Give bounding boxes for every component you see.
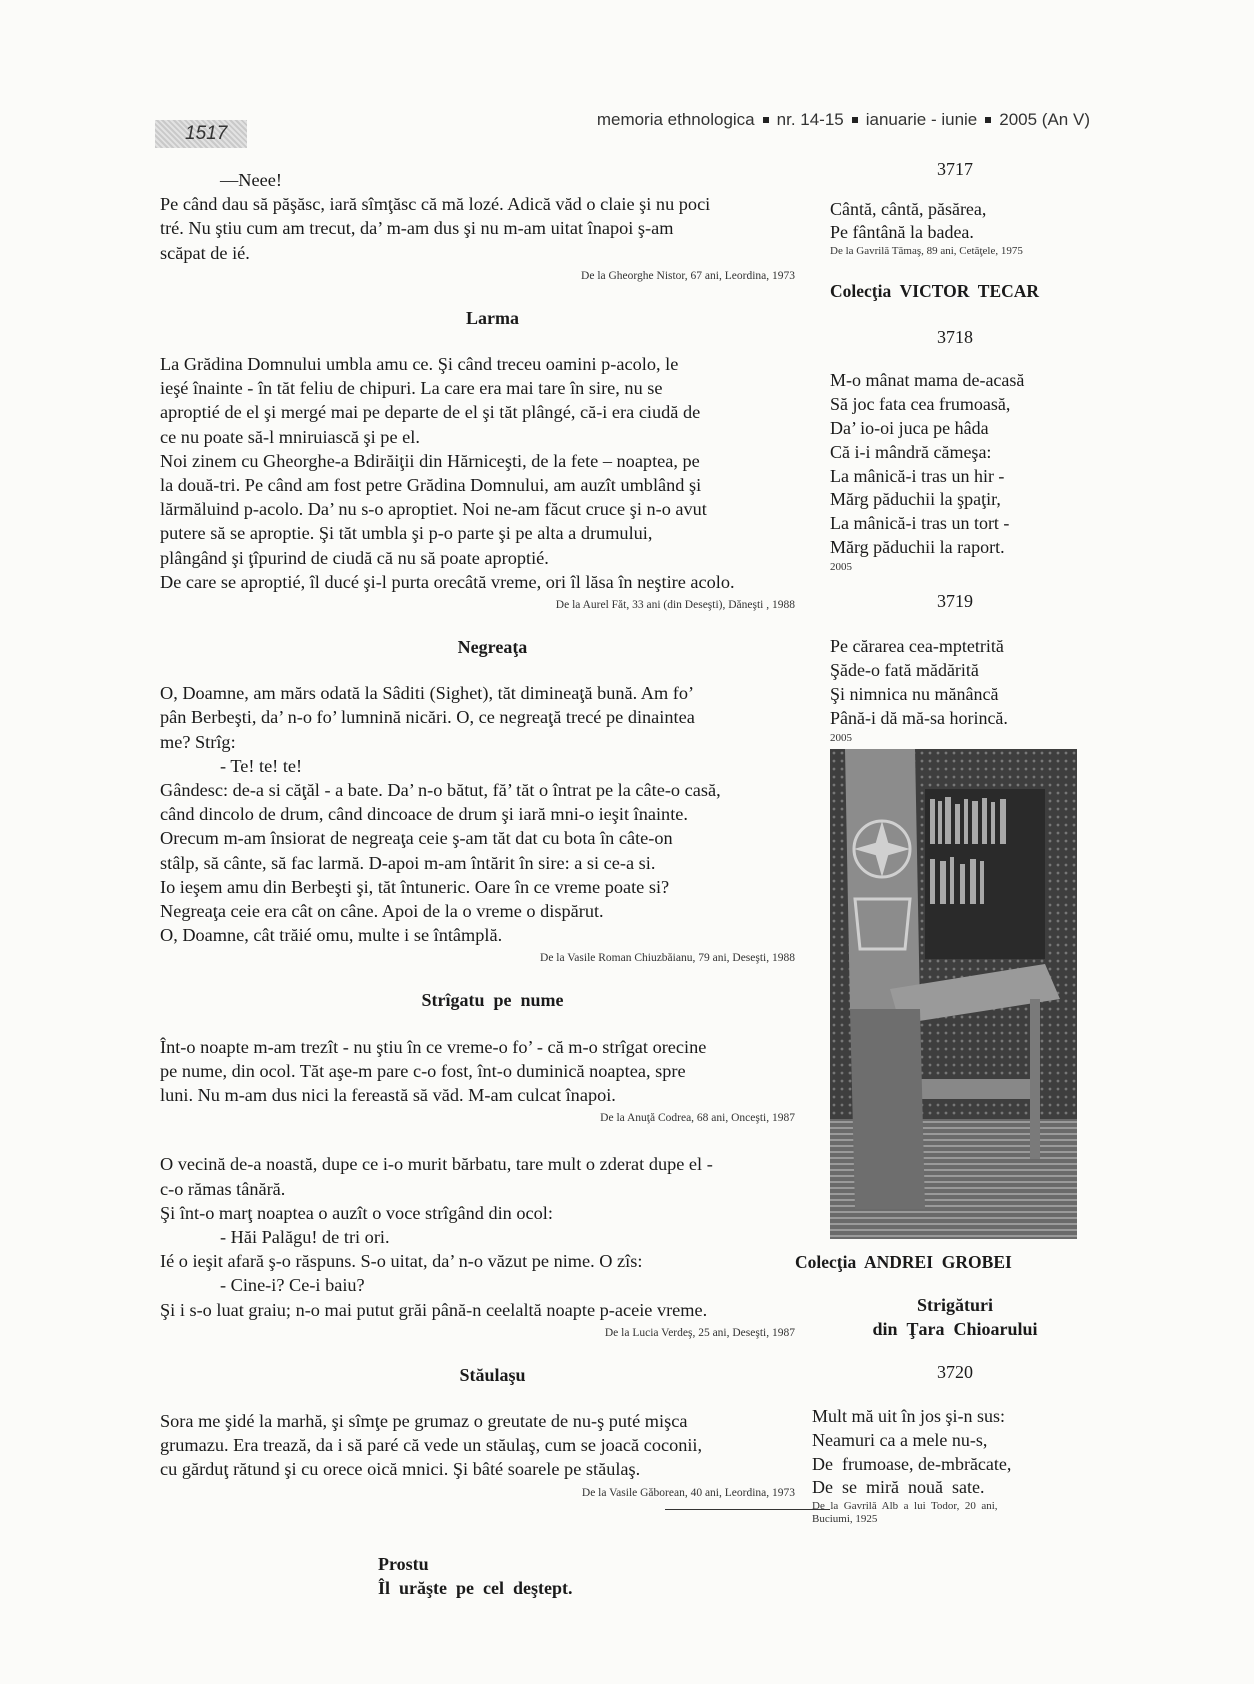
source-attribution: De la Anuţă Codrea, 68 ani, Onceşti, 1987: [600, 1112, 795, 1125]
verse-line: La mânică-i tras un hir -: [830, 465, 1005, 486]
running-header: [155, 110, 1090, 150]
text-line: stâlp, să cânte, să fac larmă. D-apoi m-am întărit în sire: a si ce-a si.: [160, 852, 656, 873]
source-attribution: De la Vasile Găborean, 40 ani, Leordina, 1973: [581, 1486, 795, 1499]
journal-header: [597, 110, 1090, 130]
text-line: Sora me şidé la marhă, şi sîmţe pe grumaz o greutate de nu-ş puté mişca: [160, 1410, 688, 1431]
section-title-larma: Larma: [466, 307, 519, 328]
source-attribution: De la Lucia Verdeş, 25 ani, Deseşti, 1987: [604, 1326, 795, 1339]
dialogue-line: - Hăi Palăgu! de tri ori.: [220, 1226, 390, 1247]
verse-line: Neamuri ca a mele nu-s,: [812, 1429, 988, 1450]
proverb-text: Îl urăşte pe cel deştept.: [378, 1577, 573, 1598]
source-attribution: De la Aurel Făt, 33 ani (din Deseşti), Dăneşti , 1988: [555, 599, 795, 612]
verse-line: Mărg păduchii la raport.: [830, 536, 1005, 557]
text-line: Şi i s-o luat graiu; n-o mai putut grăi până-n ceelaltă noapte p-aceie vreme.: [160, 1299, 708, 1320]
journal-year: 2005 (An V): [999, 110, 1090, 129]
dialogue-line: - Te! te! te!: [220, 755, 303, 776]
text-line: O, Doamne, am mărs odată la Sâditi (Sighet), tăt dimineaţă bună. Am fo’: [160, 683, 695, 704]
text-line: scăpat de ié.: [160, 242, 250, 263]
source-attribution: De la Gavrilă Tămaş, 89 ani, Cetăţele, 1975: [830, 245, 1023, 258]
text-line: grumazu. Era trează, da i să paré că vede un stăulaş, cum se joacă coconii,: [160, 1435, 703, 1456]
journal-period: ianuarie - iunie: [865, 110, 978, 129]
text-line: când dincolo de drum, când dincoace de drum şi iară mni-o ieşit înainte.: [160, 804, 688, 825]
text-line: c-o rămas tânără.: [160, 1178, 286, 1199]
separator-square-icon: [763, 117, 769, 123]
text-line: Negreaţa ceie era cât on câne. Apoi de la o vreme o dispărut.: [160, 901, 604, 922]
verse-line: La mânică-i tras un tort -: [830, 513, 1010, 534]
verse-line: Şăde-o fată mădărită: [830, 660, 979, 681]
side-column: [795, 158, 1080, 1526]
verse-line: Pe cărarea cea-mptetrită: [830, 636, 1004, 657]
verse-line: Că i-i mândră cămeşa:: [830, 441, 992, 462]
verse-line: Şi nimnica nu mănâncă: [830, 683, 999, 704]
separator-square-icon: [985, 117, 991, 123]
text-line: ce nu poate să-l mniruiască şi pe el.: [160, 426, 420, 447]
source-attribution: Buciumi, 1925: [812, 1513, 878, 1526]
text-line: plângând şi ţîpurind de ciudă că nu să poate aproptié.: [160, 547, 549, 568]
text-line: pân Berbeşti, da’ n-o fo’ lumnină nicări. O, ce negreaţă trecé pe dinaintea: [160, 707, 695, 728]
text-line: lărmăluind p-acolo. Da’ nu s-o aproptiet. Noi ne-am făcut cruce şi n-o avut: [160, 499, 707, 520]
section-subtitle: din Ţara Chioarului: [872, 1318, 1038, 1339]
carved-chair-photo: [830, 749, 1077, 1239]
journal-title: memoria ethnologica: [596, 110, 755, 129]
text-line: —Neee!: [220, 170, 282, 190]
source-attribution: De la Vasile Roman Chiuzbăianu, 79 ani, Deseşti, 1988: [540, 952, 795, 965]
text-line: Ié o ieşit afară ş-o răspuns. S-o uitat, da’ n-o văzut pe nime. O zîs:: [160, 1251, 643, 1272]
verse-year: 2005: [830, 731, 852, 744]
verse-line: Mult mă uit în jos şi-n sus:: [812, 1405, 1006, 1426]
text-line: me? Strîg:: [160, 731, 236, 752]
section-subtitle: Strigături: [917, 1295, 993, 1316]
text-line: Înt-o noapte m-am trezît - nu ştiu în ce vreme-o fo’ - că m-o strîgat orecine: [160, 1036, 707, 1057]
source-attribution: De la Gheorghe Nistor, 67 ani, Leordina, 1973: [581, 269, 795, 282]
section-title-staulasu: Stăulaşu: [459, 1364, 526, 1385]
section-title-negreata: Negreaţa: [457, 637, 528, 658]
journal-issue: nr. 14-15: [776, 110, 844, 129]
text-line: cu gărduţ rătund şi cu orece oică mnici. Şi bâté soarele pe stăulaş.: [160, 1459, 641, 1480]
text-line: putere să se aproptie. Şi tăt umbla şi p-o parte şi pe alta a drumului,: [160, 523, 653, 544]
dialogue-line: - Cine-i? Ce-i baiu?: [220, 1275, 365, 1296]
verse-line: Mărg păduchii la şpaţir,: [830, 489, 1001, 510]
text-line: Io ieşem amu din Berbeşti şi, tăt întuneric. Oare în ce vreme poate si?: [160, 876, 670, 897]
verse-line: Pe fântână la badea.: [830, 222, 974, 243]
text-line: O, Doamne, cât trăié omu, multe i se întâmplă.: [160, 925, 503, 946]
text-line: Pe când dau să păşăsc, iară sîmţăsc că mă lozé. Adică văd o claie şi nu poci: [160, 194, 711, 215]
text-line: De care se aproptié, îl ducé şi-l purta orecâtă vreme, ori îl lăsa în neştire acolo.: [160, 571, 735, 592]
verse-line: Până-i dă mă-sa horincă.: [830, 707, 1008, 728]
separator-square-icon: [852, 117, 858, 123]
verse-number: 3719: [937, 590, 973, 611]
text-line: aproptié de el şi mergé mai pe departe de el şi tăt plângé, că-i era ciudă de: [160, 402, 701, 423]
collection-heading: Colecţia VICTOR TECAR: [830, 281, 1040, 302]
photo-illustration: [830, 749, 1077, 1239]
text-line: la două-tri. Pe când am fost petre Grădina Domnului, am auzît umblând şi: [160, 475, 702, 496]
text-line: pe nume, din ocol. Tăt aşe-m pare c-o fost, înt-o duminică noaptea, spre: [160, 1060, 686, 1081]
verse-number: 3718: [937, 326, 973, 347]
text-line: tré. Nu ştiu cum am trecut, da’ m-am dus şi nu m-am uitat înapoi ş-am: [160, 218, 674, 239]
text-line: Orecum m-am însiorat de negreaţa ceie ş-am tăt dat cu bota în câte-on: [160, 828, 673, 849]
verse-line: Să joc fata cea frumoasă,: [830, 394, 1011, 415]
verse-number: 3720: [937, 1362, 973, 1383]
text-line: Gândesc: de-a si căţăl - a bate. Da’ n-o bătut, fă’ tăt o întrat pe la câte-o casă,: [160, 780, 721, 801]
collection-heading: Colecţia ANDREI GROBEI: [795, 1251, 1012, 1272]
text-line: Noi zinem cu Gheorghe-a Bdirăiţii din Hărniceşti, de la fete – noaptea, pe: [160, 450, 700, 471]
text-line: luni. Nu m-am dus nici la fereastă să văd. M-am culcat înapoi.: [160, 1085, 616, 1106]
verse-number: 3717: [937, 159, 973, 179]
verse-line: De se miră nouă sate.: [812, 1477, 985, 1498]
text-line: La Grădina Domnului umbla amu ce. Şi când treceu oamini p-acolo, le: [160, 354, 679, 375]
section-title-strigatu: Strîgatu pe nume: [421, 990, 564, 1011]
page-number: 1517: [155, 120, 247, 148]
verse-line: Da’ io-oi juca pe hâda: [830, 417, 989, 438]
verse-line: Cântă, cântă, păsărea,: [830, 198, 987, 219]
text-line: Şi înt-o marţ noaptea o auzît o voce strîgând din ocol:: [160, 1202, 553, 1223]
verse-line: M-o mânat mama de-acasă: [830, 370, 1025, 391]
verse-year: 2005: [830, 560, 852, 573]
main-column: [160, 168, 825, 1600]
source-attribution: De la Gavrilă Alb a lui Todor, 20 ani,: [812, 1500, 998, 1513]
verse-line: De frumoase, de-mbrăcate,: [812, 1453, 1012, 1474]
proverb-title: Prostu: [378, 1553, 429, 1574]
text-line: ieşé înainte - în tăt feliu de chipuri. La care era mai tare în sire, nu se: [160, 378, 663, 399]
text-line: O vecină de-a noastă, dupe ce i-o murit bărbatu, tare mult o zderat dupe el -: [160, 1154, 713, 1175]
